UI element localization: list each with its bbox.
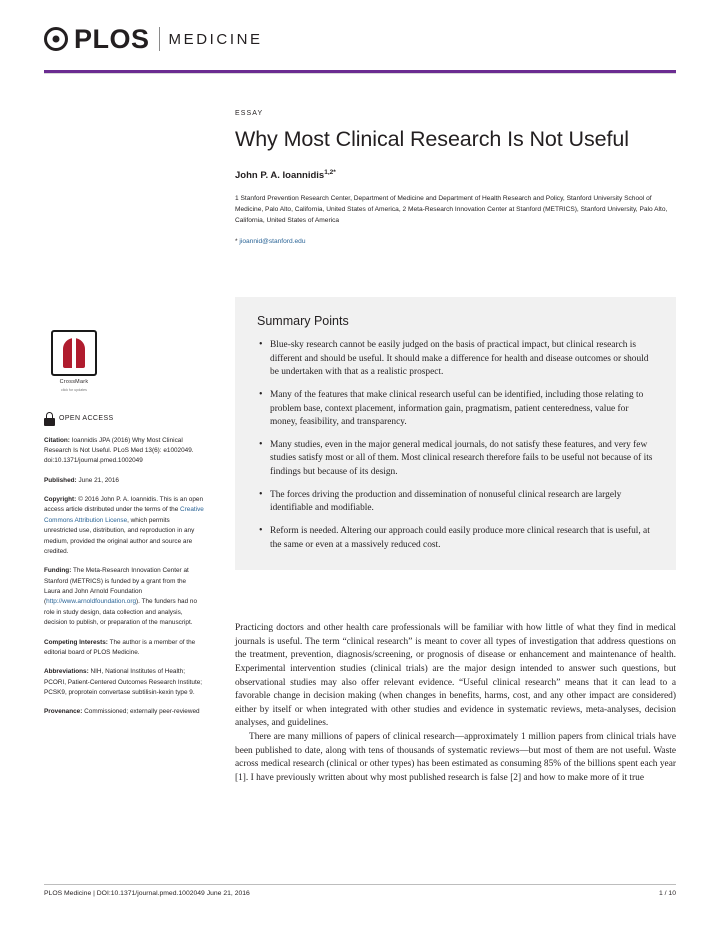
copyright-text-2: , which permits unrestricted use, distribution, and reproduction in any medium, provided the original author and source are credited.	[44, 516, 195, 555]
abbreviations-label: Abbreviations:	[44, 668, 89, 676]
article-header	[235, 110, 676, 245]
citation-block	[44, 436, 204, 467]
author-list	[235, 169, 676, 181]
crossmark-label: CrossMark	[59, 379, 89, 385]
copyright-text-1: © 2016 John P. A. Ioannidis. This is an open access article distributed under the terms of the	[44, 496, 204, 514]
footer-divider	[44, 884, 676, 885]
published-date: June 21, 2016	[76, 476, 119, 484]
funding-text-1: The Meta-Research Innovation Center at Stanford (METRICS) is funded by a grant from the Laura and John Arnold Foundation (	[44, 567, 189, 606]
abbreviations-block	[44, 667, 204, 698]
article-type: ESSAY	[235, 110, 264, 117]
author-name: John P. A. Ioannidis	[235, 170, 325, 182]
logo-divider	[159, 27, 160, 51]
corresponding-email-link[interactable]: jioannid@stanford.edu	[239, 238, 306, 246]
summary-heading: Summary Points	[257, 314, 349, 328]
lock-open-icon	[44, 412, 55, 426]
summary-points-box	[235, 297, 676, 570]
provenance-text: Commissioned; externally peer-reviewed	[82, 708, 200, 716]
provenance-label: Provenance:	[44, 708, 83, 716]
open-access-label: OPEN ACCESS	[59, 414, 114, 422]
plos-logo[interactable]	[44, 24, 263, 54]
list-item: • Many studies, even in the major general medical journals, do not satisfy these features, and very few studies satisfy most or all of them. Most clinical research therefore fails to be useful not because of its findings but because of its design.	[270, 439, 654, 480]
article-body	[235, 622, 676, 786]
masthead-rule-thin	[44, 73, 676, 74]
journal-name: MEDICINE	[168, 30, 263, 48]
published-label: Published:	[44, 476, 77, 484]
published-block	[44, 476, 204, 486]
author-corresponding-marker: *	[333, 169, 336, 177]
abbreviations-text: NIH, National Institutes of Health; PCORI, Patient-Centered Outcomes Research Institute; PCSK9, proprotein convertase subtilisin-kexin type 9.	[44, 668, 203, 697]
funding-text-2: ). The funders had no role in study design, data collection and analysis, decision to publish, or preparation of the manuscript.	[44, 598, 198, 627]
competing-interests-block	[44, 638, 204, 659]
crossmark-sublabel: click for updates	[61, 387, 87, 392]
competing-text: The author is a member of the editorial board of PLOS Medicine.	[44, 638, 196, 656]
body-paragraph: There are many millions of papers of clinical research—approximately 1 million papers from clinical trials have been published to date, along with tens of thousands of systematic reviews—but most of them are not useful. Waste across medical research (clinical or other types) has been estimated as consuming 85% of the billions spent each year [1]. I have previously written about why most published research is false [2] and how to make more of it true	[235, 732, 676, 783]
corresponding-marker: *	[235, 238, 240, 246]
list-item: • Reform is needed. Altering our approach could easily produce more clinical research that is useful, at the same or even at a massively reduced cost.	[270, 525, 654, 552]
page-title: Why Most Clinical Research Is Not Useful	[235, 127, 629, 151]
plos-wordmark: PLOS	[74, 23, 150, 54]
summary-points-list	[257, 339, 654, 552]
open-access-badge	[44, 412, 204, 426]
body-paragraph: Practicing doctors and other health care professionals will be familiar with how little of what they find in medical journals is useful. The term “clinical research” is meant to cover all types of investigation that address questions on the treatment, prevention, diagnosis/screening, or prognosis of disease or enhancement and maintenance of health. Experimental intervention studies (clinical trials) are the major design intended to answer such questions, but observational studies may also offer relevant evidence. “Useful clinical research” means that it can lead to a favorable change in decision making (when changes in benefits, harms, cost, and any other impact are considered) either by itself or when integrated with other studies and evidence in systematic reviews, meta-analyses, decision analyses, and guidelines.	[235, 623, 676, 729]
article-sidebar	[44, 330, 204, 727]
citation-label: Citation:	[44, 436, 70, 444]
list-item: • Blue-sky research cannot be easily judged on the basis of practical impact, but clinical research is different and should be useful. It should make a difference for health and disease outcomes or should be undertaken with that as a realistic prospect.	[270, 339, 654, 380]
footer-citation: PLOS Medicine | DOI:10.1371/journal.pmed.1002049 June 21, 2016	[44, 890, 250, 897]
plos-circle-icon	[44, 27, 68, 51]
list-item: • Many of the features that make clinical research useful can be identified, including those relating to problem base, context placement, information gain, pragmatism, patient centeredness, value for money, feasibility, and transparency.	[270, 389, 654, 430]
funding-label: Funding:	[44, 567, 72, 575]
page-number: 1 / 10	[658, 890, 676, 897]
author-affiliation-marker: 1,2	[324, 169, 334, 177]
citation-text: Ioannidis JPA (2016) Why Most Clinical Research Is Not Useful. PLoS Med 13(6): e1002049. doi:10.1371/journal.pmed.1002049	[44, 436, 194, 465]
license-link[interactable]: Creative Commons Attribution License	[44, 506, 204, 524]
crossmark-badge[interactable]	[48, 330, 100, 394]
crossmark-icon	[51, 330, 97, 376]
page-footer	[44, 890, 676, 897]
affiliations: 1 Stanford Prevention Research Center, Department of Medicine and Department of Health Research and Policy, Stanford University School of Medicine, Palo Alto, California, United States of America, 2 Meta-Research Innovation Center at Stanford (METRICS), Stanford University, Palo Alto, California, United States of America	[235, 195, 668, 224]
competing-label: Competing Interests:	[44, 638, 108, 646]
copyright-label: Copyright:	[44, 496, 77, 504]
funder-link[interactable]: http://www.arnoldfoundation.org	[46, 598, 137, 606]
journal-masthead	[0, 0, 720, 74]
corresponding-author	[235, 238, 676, 245]
copyright-block	[44, 495, 204, 557]
funding-block	[44, 566, 204, 628]
list-item: • The forces driving the production and dissemination of nonuseful clinical research are largely identifiable and modifiable.	[270, 489, 654, 516]
provenance-block	[44, 707, 204, 717]
